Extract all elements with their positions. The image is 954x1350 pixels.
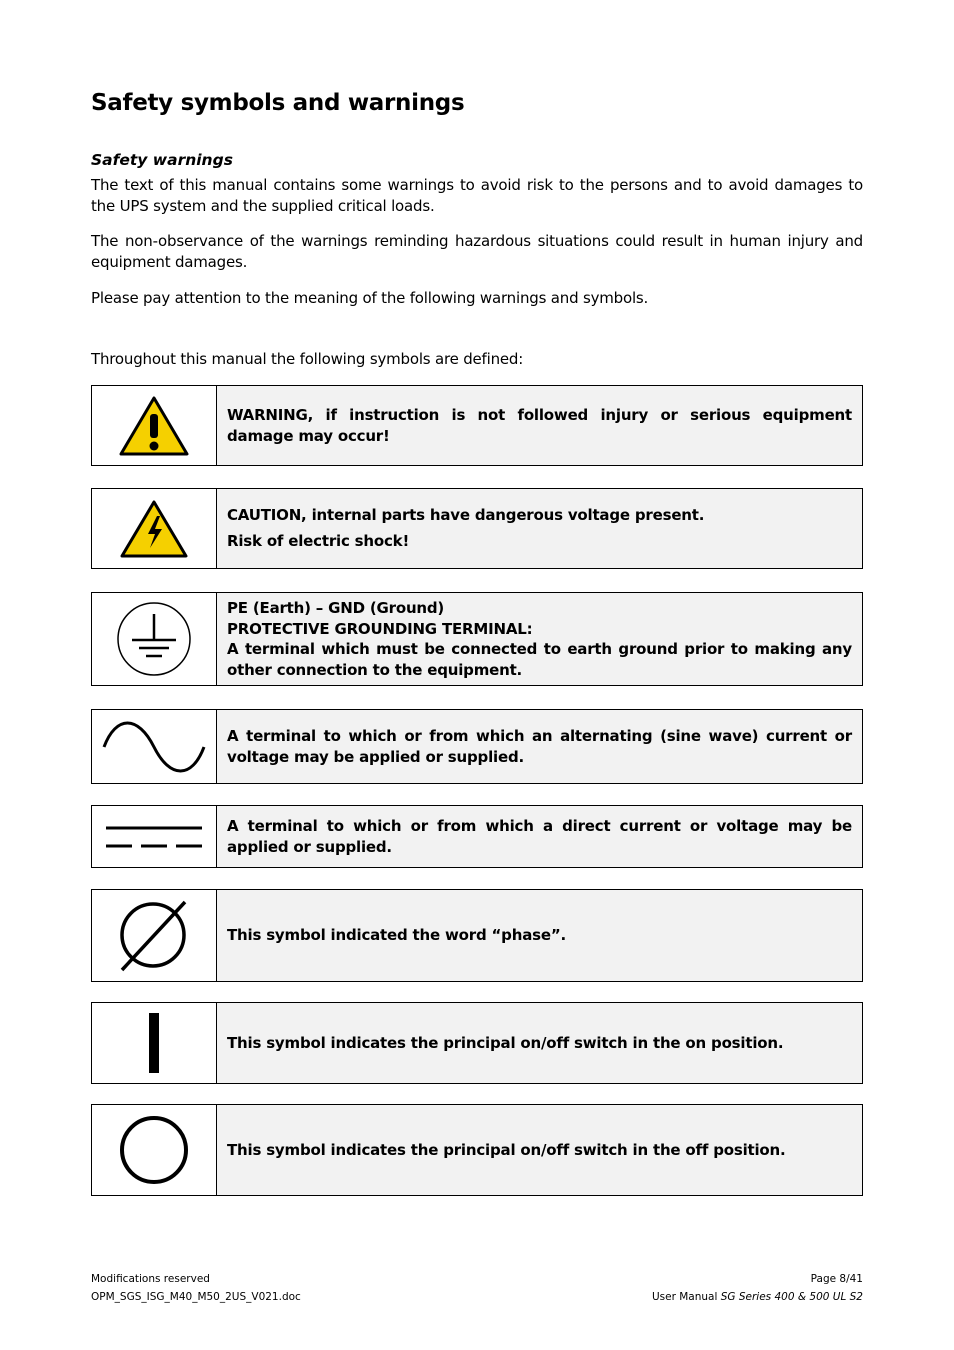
page-number: Page 8/41 [810, 1273, 863, 1285]
page-title: Safety symbols and warnings [91, 90, 465, 116]
description-line: PE (Earth) – GND (Ground) [227, 599, 445, 617]
footer-filename: OPM_SGS_ISG_M40_M50_2US_V021.doc [91, 1291, 301, 1303]
paragraph-3: Please pay attention to the meaning of the following warnings and symbols. [91, 289, 649, 307]
description-line: A terminal to which or from which a direct current or voltage may be applied or supplied. [227, 816, 852, 856]
footer-note: Modifications reserved [91, 1273, 210, 1285]
symbol-cell [92, 386, 217, 465]
symbol-cell [92, 1003, 217, 1083]
paragraph-1: The text of this manual contains some warnings to avoid risk to the persons and to avoid damages to the UPS system and the supplied critical loads. [91, 176, 863, 215]
symbol-row-ac [91, 709, 863, 784]
symbol-description [217, 806, 862, 867]
description-line: A terminal to which or from which an alternating (sine wave) current or voltage may be applied or supplied. [227, 726, 852, 766]
description-line: This symbol indicates the principal on/off switch in the off position. [227, 1140, 786, 1159]
symbol-row-switch-on [91, 1002, 863, 1084]
symbol-description [217, 710, 862, 783]
alternating-current-icon [102, 715, 206, 779]
symbol-description [217, 386, 862, 465]
symbol-description [217, 593, 862, 685]
switch-on-icon [147, 1011, 161, 1075]
description-line: This symbol indicated the word “phase”. [227, 926, 566, 944]
description-line: PROTECTIVE GROUNDING TERMINAL: [227, 619, 533, 638]
description-line: CAUTION, internal parts have dangerous voltage present. [227, 506, 705, 524]
warning-triangle-icon [118, 394, 190, 458]
description-line: A terminal which must be connected to earth ground prior to making any other connection to the equipment. [227, 640, 852, 679]
symbol-cell [92, 710, 217, 783]
footer-left [91, 1270, 301, 1306]
switch-off-icon [117, 1113, 191, 1187]
symbol-row-switch-off [91, 1104, 863, 1196]
manual-title-prefix: User Manual [651, 1291, 721, 1303]
direct-current-icon [104, 822, 204, 852]
footer-right [652, 1270, 863, 1306]
symbol-cell [92, 1105, 217, 1195]
description-line: WARNING, if instruction is not followed injury or serious equipment damage may occur! [227, 405, 852, 445]
symbol-cell [92, 890, 217, 981]
symbol-row-caution [91, 488, 863, 569]
high-voltage-icon [119, 498, 189, 560]
manual-title [652, 1288, 863, 1306]
symbol-description [217, 890, 862, 981]
section-subtitle: Safety warnings [91, 151, 233, 169]
description-line: Risk of electric shock! [227, 532, 410, 550]
symbol-description [217, 1003, 862, 1083]
symbol-description [217, 1105, 862, 1195]
phase-icon [116, 898, 192, 974]
protective-earth-icon [115, 600, 193, 678]
paragraph-2: The non-observance of the warnings reminding hazardous situations could result in human injury and equipment damages. [91, 232, 863, 271]
symbol-cell [92, 806, 217, 867]
symbol-description [217, 489, 862, 568]
symbol-row-dc [91, 805, 863, 868]
symbol-cell [92, 489, 217, 568]
description-line: This symbol indicates the principal on/off switch in the on position. [227, 1033, 784, 1052]
symbol-cell [92, 593, 217, 685]
paragraph-4: Throughout this manual the following symbols are defined: [91, 350, 524, 368]
symbol-row-ground [91, 592, 863, 686]
symbol-row-phase [91, 889, 863, 982]
symbol-row-warning [91, 385, 863, 466]
manual-title-series: SG Series 400 & 500 UL S2 [720, 1291, 863, 1303]
